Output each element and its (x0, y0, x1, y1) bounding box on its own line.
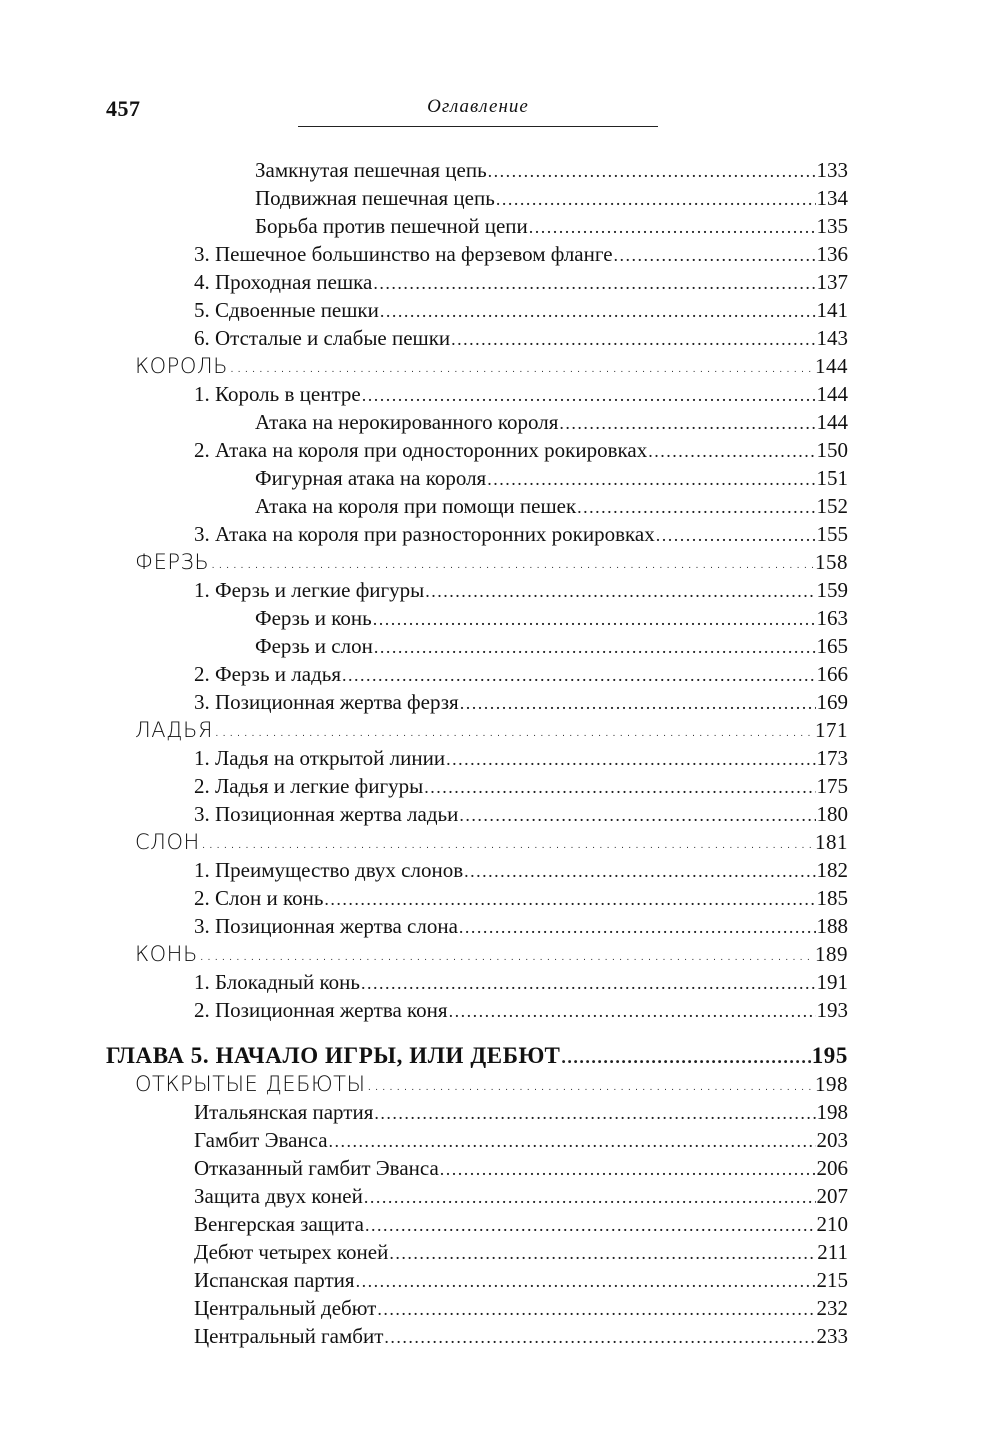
toc-entry (255, 602, 848, 630)
dot-leader (496, 188, 816, 210)
dot-leader (656, 524, 816, 546)
dot-leader (529, 216, 816, 238)
toc-entry-title: Борьба против пешечной цепи (255, 214, 528, 238)
toc-entry-page: 141 (816, 298, 848, 322)
dot-leader (459, 916, 816, 938)
dot-leader (366, 1074, 814, 1096)
toc-entry-title: Атака на короля при помощи пешек (255, 494, 577, 518)
toc-entry-page: 215 (816, 1268, 848, 1292)
toc-entry (255, 210, 848, 238)
dot-leader (451, 328, 815, 350)
dot-leader (374, 636, 816, 658)
toc-entry (194, 266, 848, 294)
dot-leader (449, 1000, 816, 1022)
toc-entry-title: 2. Ладья и легкие фигуры (194, 774, 424, 798)
toc-entry (194, 910, 848, 938)
dot-leader (373, 608, 816, 630)
section-entry (135, 938, 848, 966)
dot-leader (487, 468, 815, 490)
toc-entry-page: 206 (816, 1156, 848, 1180)
toc-entry-page: 191 (816, 970, 848, 994)
dot-leader (460, 692, 816, 714)
toc-entry (194, 378, 848, 406)
toc-entry-title: КОРОЛЬ (135, 354, 229, 378)
dot-leader (559, 412, 815, 434)
toc-entry (194, 1236, 848, 1264)
toc-entry (194, 1208, 848, 1236)
toc-entry-page: 180 (816, 802, 848, 826)
dot-leader (648, 440, 815, 462)
dot-leader (364, 1186, 816, 1208)
dot-leader (488, 160, 816, 182)
toc-entry-title: Ферзь и слон (255, 634, 373, 658)
toc-entry-title: 2. Ферзь и ладья (194, 662, 341, 686)
toc-entry (194, 1292, 848, 1320)
page-number: 457 (106, 96, 141, 121)
toc-entry-title: 2. Слон и конь (194, 886, 324, 910)
toc-entry-page: 198 (815, 1072, 848, 1096)
toc-entry-title: Ферзь и конь (255, 606, 372, 630)
toc-entry-title: Гамбит Эванса (194, 1128, 328, 1152)
dot-leader (329, 1130, 816, 1152)
dot-leader (324, 888, 815, 910)
dot-leader (342, 664, 816, 686)
toc-entry (194, 1096, 848, 1124)
toc-entry-title: Испанская партия (194, 1268, 355, 1292)
toc-entry-title: ФЕРЗЬ (135, 550, 210, 574)
toc-entry (194, 574, 848, 602)
toc-entry-page: 158 (815, 550, 848, 574)
dot-leader (210, 552, 814, 574)
toc-entry-title: 3. Позиционная жертва ферзя (194, 690, 459, 714)
toc-entry-title: 1. Ладья на открытой линии (194, 746, 446, 770)
toc-entry-page: 207 (816, 1184, 848, 1208)
toc-entry-title: Центральный гамбит (194, 1324, 384, 1348)
chapter-entry (106, 1040, 848, 1068)
toc-entry-title: Фигурная атака на короля (255, 466, 487, 490)
toc-entry-title: Замкнутая пешечная цепь (255, 158, 487, 182)
toc-entry-title: ЛАДЬЯ (135, 718, 213, 742)
toc-entry (194, 658, 848, 686)
dot-leader (362, 384, 816, 406)
toc-entry (255, 182, 848, 210)
toc-entry-page: 159 (816, 578, 848, 602)
dot-leader (361, 972, 816, 994)
dot-leader (425, 580, 815, 602)
section-entry (135, 1068, 848, 1096)
toc-entry (194, 798, 848, 826)
toc-entry (194, 1152, 848, 1180)
section-entry (135, 714, 848, 742)
dot-leader (373, 272, 815, 294)
toc-entry-page: 144 (816, 410, 848, 434)
dot-leader (384, 1326, 815, 1348)
toc-entry-page: 144 (815, 354, 848, 378)
toc-entry-title: Итальянская партия (194, 1100, 374, 1124)
toc-entry-title: 2. Атака на короля при односторонних рокировках (194, 438, 648, 462)
toc-entry (194, 770, 848, 798)
dot-leader (424, 776, 815, 798)
toc-entry-page: 144 (816, 382, 848, 406)
toc-entry-page: 171 (815, 718, 848, 742)
toc-entry-page: 134 (816, 186, 848, 210)
toc-entry-title: 2. Позиционная жертва коня (194, 998, 448, 1022)
toc-entry (194, 1180, 848, 1208)
toc-entry-title: Отказанный гамбит Эванса (194, 1156, 439, 1180)
toc-entry (194, 854, 848, 882)
toc-entry-page: 193 (816, 998, 848, 1022)
toc-entry-title: Венгерская защита (194, 1212, 364, 1236)
dot-leader (377, 1298, 815, 1320)
toc-entry-title: 3. Атака на короля при разносторонних рокировках (194, 522, 655, 546)
toc-entry (255, 406, 848, 434)
toc-entry (255, 490, 848, 518)
toc-entry-page: 185 (816, 886, 848, 910)
toc-entry-title: КОНЬ (135, 942, 198, 966)
toc-entry (194, 966, 848, 994)
toc-entry-title: 1. Король в центре (194, 382, 361, 406)
toc-entry-title: Подвижная пешечная цепь (255, 186, 495, 210)
toc-entry-page: 188 (816, 914, 848, 938)
toc-entry-page: 232 (816, 1296, 848, 1320)
toc-entry-title: СЛОН (135, 830, 200, 854)
dot-leader (214, 720, 814, 742)
toc-entry-title: 1. Ферзь и легкие фигуры (194, 578, 425, 602)
toc-entry (194, 882, 848, 910)
running-title: Оглавление (427, 96, 529, 117)
toc-entry (255, 462, 848, 490)
toc-entry-title: Атака на нерокированного короля (255, 410, 559, 434)
toc-entry-page: 173 (816, 746, 848, 770)
dot-leader (464, 860, 815, 882)
toc-entry-page: 137 (816, 270, 848, 294)
toc-entry (194, 742, 848, 770)
toc-entry (194, 294, 848, 322)
toc-entry-title: Дебют четырех коней (194, 1240, 389, 1264)
toc-entry (194, 1320, 848, 1348)
toc-entry-title: Защита двух коней (194, 1184, 363, 1208)
toc-entry-title: 3. Позиционная жертва ладьи (194, 802, 459, 826)
toc-entry-title: 6. Отсталые и слабые пешки (194, 326, 451, 350)
toc-entry (255, 630, 848, 658)
toc-entry-title: 3. Позиционная жертва слона (194, 914, 458, 938)
toc-entry-title: 4. Проходная пешка (194, 270, 373, 294)
dot-leader (365, 1214, 816, 1236)
toc-entry (194, 686, 848, 714)
toc-entry-page: 155 (816, 522, 848, 546)
toc-entry-page: 198 (816, 1100, 848, 1124)
toc-entry-title: ГЛАВА 5. НАЧАЛО ИГРЫ, ИЛИ ДЕБЮТ (106, 1043, 561, 1068)
toc-entry-page: 150 (816, 438, 848, 462)
section-entry (135, 826, 848, 854)
toc-entry-page: 136 (816, 242, 848, 266)
toc-entry-page: 166 (816, 662, 848, 686)
toc-entry (194, 1124, 848, 1152)
toc-entry-title: 1. Преимущество двух слонов (194, 858, 464, 882)
section-entry (135, 350, 848, 378)
dot-leader (459, 804, 815, 826)
toc-entry-page: 151 (816, 466, 848, 490)
toc-entry-title: 5. Сдвоенные пешки (194, 298, 379, 322)
toc-entry-title: ОТКРЫТЫЕ ДЕБЮТЫ (135, 1072, 366, 1096)
toc-entry-title: 3. Пешечное большинство на ферзевом фланге (194, 242, 613, 266)
dot-leader (229, 356, 814, 378)
dot-leader (199, 944, 814, 966)
toc-entry (194, 434, 848, 462)
toc-entry-page: 133 (816, 158, 848, 182)
toc-entry (194, 322, 848, 350)
toc-entry (255, 154, 848, 182)
toc-entry-page: 165 (816, 634, 848, 658)
header-rule (298, 126, 658, 127)
toc-entry-page: 182 (816, 858, 848, 882)
toc-entry (194, 238, 848, 266)
toc-entry-page: 233 (816, 1324, 848, 1348)
dot-leader (440, 1158, 816, 1180)
toc-entry-page: 135 (816, 214, 848, 238)
toc-entry-page: 203 (816, 1128, 848, 1152)
dot-leader (614, 244, 816, 266)
toc-entry-title: 1. Блокадный конь (194, 970, 360, 994)
dot-leader (389, 1242, 816, 1264)
dot-leader (380, 300, 816, 322)
dot-leader (577, 496, 815, 518)
dot-leader (561, 1046, 810, 1068)
toc-entry-page: 210 (816, 1212, 848, 1236)
toc-entry-page: 195 (811, 1043, 848, 1068)
section-entry (135, 546, 848, 574)
toc-entry-page: 181 (815, 830, 848, 854)
toc-entry-page: 169 (816, 690, 848, 714)
dot-leader (356, 1270, 816, 1292)
toc-entry (194, 518, 848, 546)
dot-leader (446, 748, 815, 770)
dot-leader (201, 832, 814, 854)
toc-entry (194, 994, 848, 1022)
toc-entry (194, 1264, 848, 1292)
toc-entry-page: 189 (815, 942, 848, 966)
toc-entry-page: 175 (816, 774, 848, 798)
toc-entry-title: Центральный дебют (194, 1296, 377, 1320)
toc-entry-page: 143 (816, 326, 848, 350)
toc-entry-page: 211 (817, 1240, 848, 1264)
toc-entry-page: 163 (816, 606, 848, 630)
dot-leader (374, 1102, 815, 1124)
toc-entry-page: 152 (816, 494, 848, 518)
